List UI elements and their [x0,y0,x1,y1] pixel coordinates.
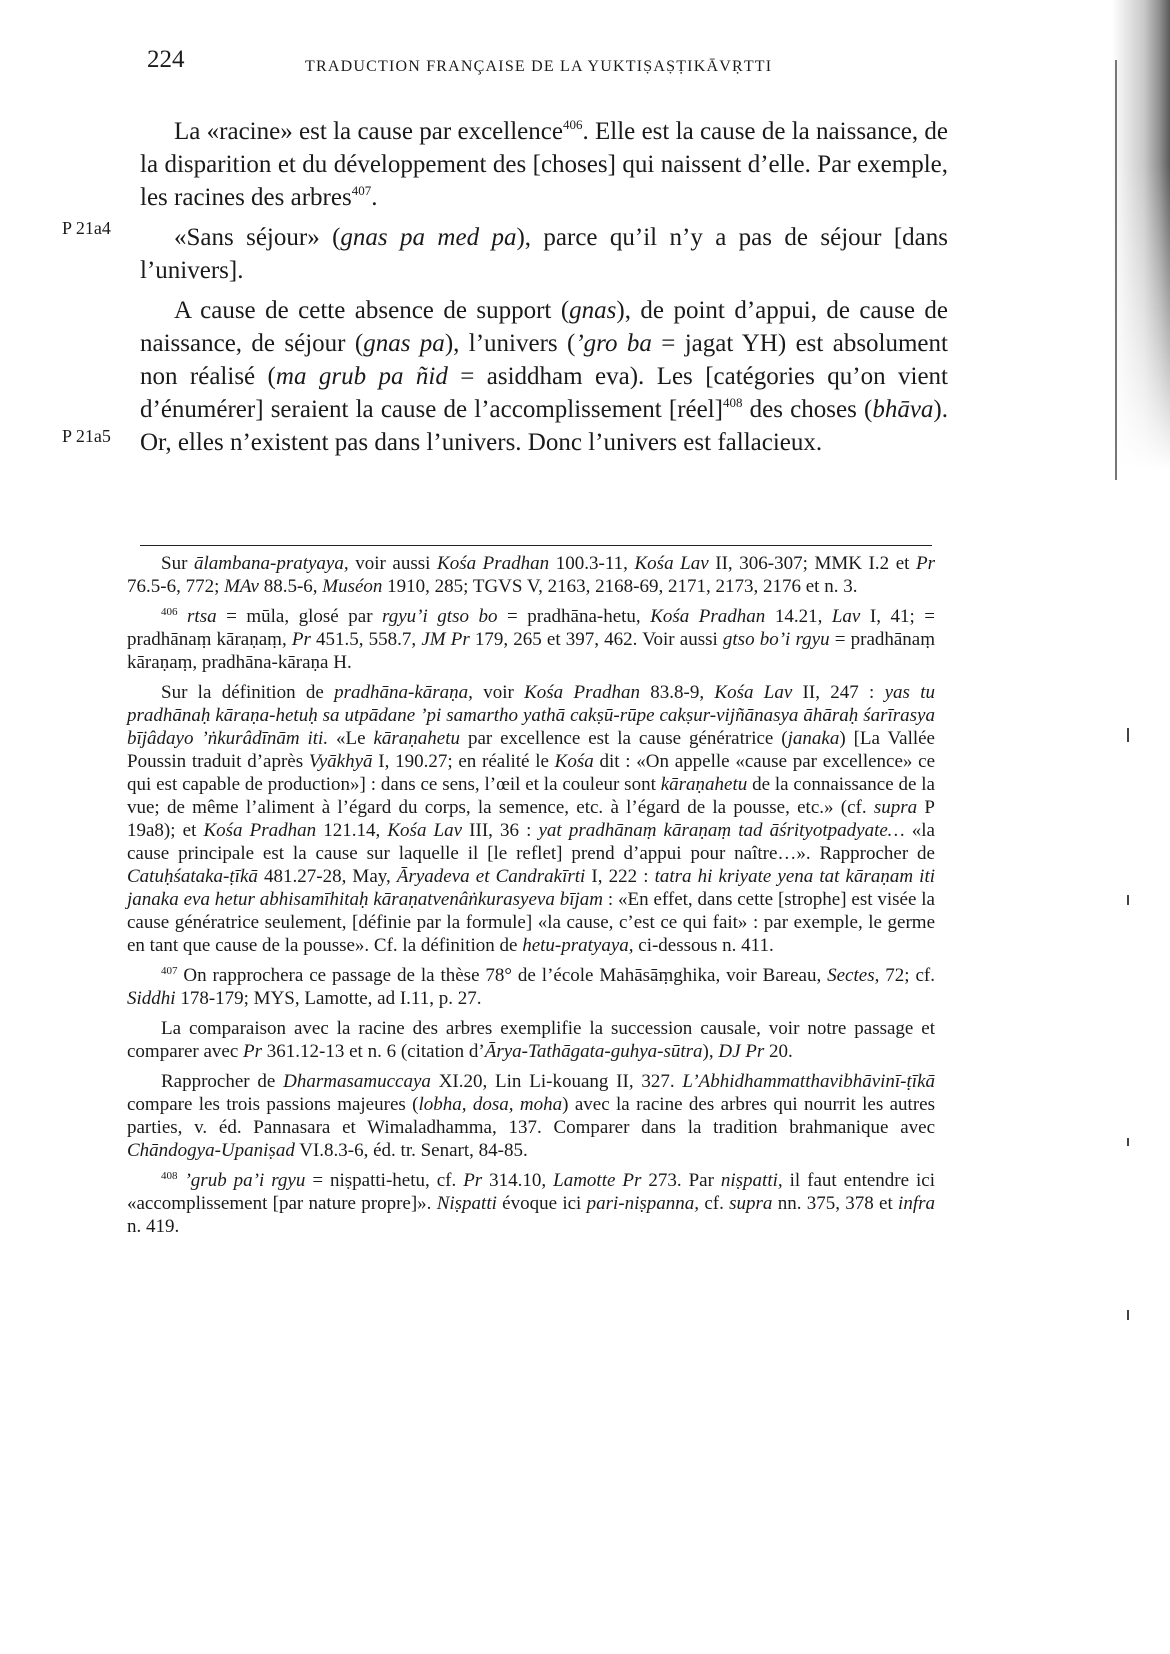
text-run: «Sans séjour» ( [174,224,341,251]
text-run: I, 222 : [585,866,655,887]
italic-term: Catuḥśataka-ṭīkā [127,866,258,887]
italic-term: janaka [787,728,840,749]
text-run: compare les trois passions majeures ( [127,1094,419,1115]
text-run: . Elle est la cause de la naissance, de la disparition et du développement des [choses] qui naissent d’elle. Par exemple, les racines des arbres [140,118,948,211]
text-run: II, 306-307; MMK I.2 et [708,553,917,574]
text-run: dit : «On appelle «cause par excellence» ce qui est capable de production»] : dans ce sens, l’œil et la couleur sont [127,751,935,795]
text-run: 451.5, 558.7, [310,629,422,650]
text-run: Rapprocher de [161,1071,284,1092]
italic-term: Vyākhyā [308,751,373,772]
text-run: = pradhāna-hetu, [497,606,651,627]
text-run: de la connaissance de la vue; de même l’aliment à l’égard du corps, la semence, etc. à l’égard de la pousse, etc.» (cf. [127,774,935,818]
text-run: = asiddham eva). Les [catégories qu’on vient d’énumérer] seraient la cause de l’accomplissement [réel] [140,363,948,423]
text-run: nn. 375, 378 et [772,1193,899,1214]
italic-term: ’gro ba [575,330,652,357]
text-run: 20. [764,1041,793,1062]
italic-term: bhāva [872,396,934,423]
italic-term: rtsa [187,606,217,627]
text-run: ci-dessous n. 411. [633,935,774,956]
text-run: par excellence est la cause génératrice ( [460,728,788,749]
text-run: ). Or, elles n’existent pas dans l’univers. Donc l’univers est fallacieux. [140,396,948,456]
italic-term: Chāndogya-Upaniṣad [127,1140,295,1161]
text-run: A cause de cette absence de support ( [174,297,570,324]
text-run: : «En effet, dans cette [strophe] est visée la cause génératrice seulement, [définie par la formule] «la cause, c’est ce qui fait» : par exemple, le germe en tant que cause de la pousse». Cf. la définition de [127,889,935,956]
text-run: voir [472,682,525,703]
italic-term: gtso bo’i rgyu [722,629,830,650]
text-run: n. 419. [127,1216,180,1237]
note-reference: 408 [723,395,743,410]
main-text [140,115,948,466]
text-run: = pradhānaṃ kāraṇaṃ, pradhāna-kāraṇa H. [127,629,936,673]
footnote [127,1070,935,1162]
italic-term: Muséon [322,576,383,597]
text-run: ) avec la racine des arbres qui nourrit les autres parties, v. éd. Pannasara et Wimaladhamma, 137. Comparer dans la tradition brahmanique avec [127,1094,935,1138]
scan-edge-mark [1127,728,1129,742]
italic-term: kāraṇahetu [373,728,461,749]
text-run: 1910, 285; TGVS V, 2163, 2168-69, 2171, 2173, 2176 et n. 3. [382,576,858,597]
text-run: 178-179; MYS, Lamotte, ad I.11, p. 27. [175,988,482,1009]
text-run: 14.21, [765,606,832,627]
italic-term: Kośa Pradhan [524,682,640,703]
page-number: 224 [147,46,185,73]
italic-term: infra [898,1193,935,1214]
text-run: «la cause principale est la cause sur laquelle il [le reflet] prend d’appui pour naître…». Rapprocher de [127,820,935,864]
italic-term: Sectes [827,965,875,986]
text-run: 88.5-6, [258,576,323,597]
text-run: 481.27-28, May, [257,866,397,887]
italic-term: JM Pr [421,629,470,650]
italic-term: ma grub pa ñid [275,363,448,390]
footnote [127,681,935,957]
scan-edge-mark [1127,1138,1129,1146]
text-run: 83.8-9, [639,682,715,703]
text-run: XI.20, Lin Li-kouang II, 327. [430,1071,683,1092]
italic-term: Kośa [554,751,594,772]
footnote [127,1017,935,1063]
text-run: , 72; cf. [874,965,935,986]
italic-term: MAv [224,576,259,597]
italic-term: hetu-pratyaya, [522,935,634,956]
text-run: ), l’univers ( [444,330,576,357]
italic-term: Kośa Pradhan [203,820,317,841]
italic-term: gnas [569,297,617,324]
text-run: P 19a8); et [127,797,935,841]
scan-edge-mark [1127,1310,1129,1320]
text-run: 179, 265 et 397, 462. Voir aussi [469,629,723,650]
text-run: La comparaison avec la racine des arbres exemplifie la succession causale, voir notre passage et comparer avec [127,1018,935,1062]
text-run: évoque ici [496,1193,587,1214]
text-run: . [371,184,378,211]
text-run: il faut entendre ici «accomplissement [par nature propre]». [127,1170,936,1214]
italic-term: gnas pa med pa [340,224,517,251]
italic-term: Pr [916,553,936,574]
italic-term: supra [729,1193,773,1214]
paragraph [140,221,948,287]
text-run: 100.3-11, [549,553,635,574]
italic-term: pari-niṣpanna, [586,1193,700,1214]
footnote [127,1169,935,1238]
italic-term: Kośa Pradhan [437,553,550,574]
text-run: On rapprochera ce passage de la thèse 78° de l’école Mahāsāṃghika, voir Bareau, [177,965,828,986]
paragraph [140,294,948,459]
margin-reference: P 21a5 [62,426,111,446]
text-run: des choses ( [742,396,873,423]
note-reference: 406 [562,117,583,132]
text-run: 76.5-6, 772; [127,576,225,597]
italic-term: Pr [291,629,311,650]
italic-term: ālambana-pratyaya, [194,553,349,574]
italic-term: Dharmasamuccaya [283,1071,431,1092]
paragraph [140,115,948,214]
scan-edge-shadow [1112,0,1170,470]
text-run: I, 190.27; en réalité le [372,751,555,772]
running-head: TRADUCTION FRANÇAISE DE LA YUKTIṢAṢṬIKĀVṚTTI [305,58,773,75]
text-run: voir aussi [348,553,438,574]
italic-term: DJ Pr [718,1041,765,1062]
text-run: 314.10, [482,1170,554,1191]
text-run: Sur la définition de [161,682,335,703]
text-run: = jagat YH) est absolument non réalisé ( [140,330,948,390]
italic-term: Lav [831,606,861,627]
scan-edge-mark [1127,895,1129,905]
italic-term: ’grub pa’i rgyu [184,1170,306,1191]
footnotes [127,552,935,1245]
text-run: «Le [328,728,374,749]
text-run: ) [La Vallée Poussin traduit d’après [127,728,935,772]
text-run: ), parce qu’il n’y a pas de séjour [dans l’univers]. [140,224,948,284]
footnote-rule [140,545,932,546]
note-reference: 408 [161,1170,178,1182]
italic-term: niṣpatti, [720,1170,783,1191]
italic-term: Pr [463,1170,483,1191]
italic-term: yat pradhānaṃ kāraṇaṃ tad āśrityotpadyate… [538,820,905,841]
text-run: ), [702,1041,719,1062]
italic-term: Ārya-Tathāgata-guhya-sūtra [484,1041,703,1062]
scan-edge-line [1115,60,1117,480]
italic-term: tatra hi kriyate yena tat kāraṇam iti janaka eva hetur abhisamīhitaḥ kāraṇatvenâṅkurasyeva bījam [127,866,935,910]
italic-term: Lamotte Pr [553,1170,642,1191]
text-run: 121.14, [316,820,388,841]
italic-term: Kośa Lav [714,682,793,703]
note-reference: 407 [351,183,372,198]
text-run: II, 247 : [792,682,885,703]
text-run: = niṣpatti-hetu, cf. [305,1170,464,1191]
text-run: 273. Par [641,1170,721,1191]
text-run: III, 36 : [462,820,539,841]
footnote [127,552,935,598]
italic-term: lobha, dosa, moha [418,1094,563,1115]
text-run: Sur [161,553,194,574]
italic-term: pradhāna-kāraṇa, [334,682,473,703]
note-reference: 407 [161,965,178,977]
footnote [127,605,935,674]
italic-term: Siddhi [127,988,176,1009]
italic-term: L’Abhidhammatthavibhāvinī-ṭīkā [682,1071,936,1092]
italic-term: Āryadeva et Candrakīrti [396,866,586,887]
text-run [178,606,188,627]
italic-term: kāraṇahetu [660,774,748,795]
text-run: = mūla, glosé par [216,606,383,627]
italic-term: gnas pa [363,330,445,357]
italic-term: Kośa Lav [387,820,463,841]
text-run: cf. [699,1193,730,1214]
text-run: La «racine» est la cause par excellence [174,118,563,145]
italic-term: Niṣpatti [436,1193,497,1214]
note-reference: 406 [161,606,178,618]
italic-term: rgyu’i gtso bo [382,606,498,627]
text-run: I, 41; = pradhānaṃ kāraṇaṃ, [127,606,935,650]
text-run: 361.12-13 et n. 6 (citation d’ [262,1041,485,1062]
text-run: ), de point d’appui, de cause de naissance, de séjour ( [140,297,949,357]
italic-term: Kośa Lav [634,553,709,574]
margin-reference: P 21a4 [62,218,111,238]
italic-term: supra [873,797,918,818]
footnote [127,964,935,1010]
italic-term: Pr [243,1041,263,1062]
text-run: VI.8.3-6, éd. tr. Senart, 84-85. [294,1140,528,1161]
italic-term: yas tu pradhānaḥ kāraṇa-hetuḥ sa utpādane ’pi samartho yathā cakṣū-rūpe cakṣur-vijñānasya āhāraḥ śarīrasya bījâdayo ’ṅkurâdīnām iti. [127,682,936,749]
italic-term: Kośa Pradhan [650,606,766,627]
